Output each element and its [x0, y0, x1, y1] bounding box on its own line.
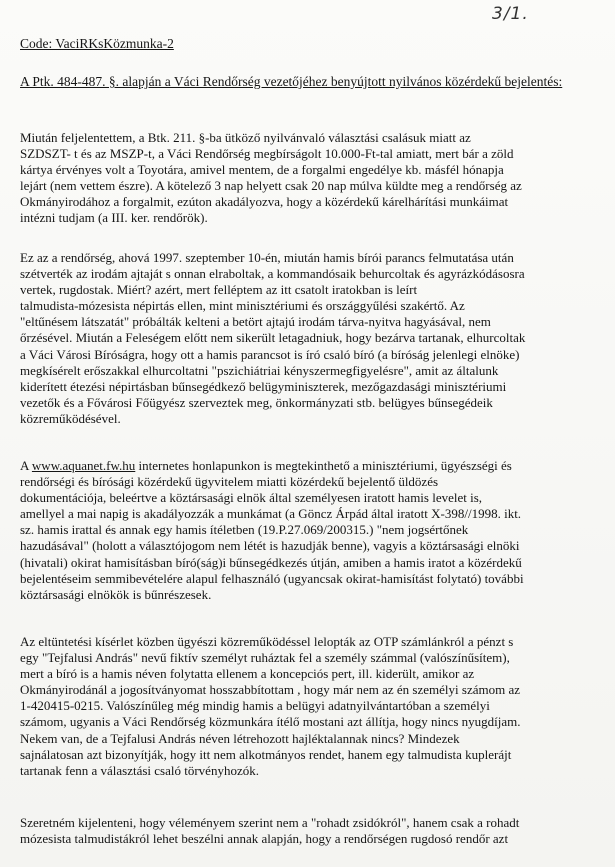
document-title: A Ptk. 484-487. §. alapján a Váci Rendőrség vezetőjéhez benyújtott nyilvános közérdekű bejelentés:	[20, 74, 563, 89]
website-link[interactable]: www.aquanet.fw.hu	[31, 458, 136, 473]
paragraph-5: Szeretném kijelenteni, hogy véleményem szerint nem a "rohadt zsidókról", hanem csak a rohadt mózesista talmudistákról lehet beszélni annak alapján, hogy a rendőrségen rugdosó rendőr azt	[20, 815, 520, 847]
paragraph-3-rest: internetes honlapunkon is megtekinthető a minisztériumi, ügyészségi és rendőrségi és bírósági közérdekű ügyvitelem miatti közérdekű bejelentő üldözés dokumentációja, beleértve a köztársasági elnök által személyesen iratott hamis levelet is, amellyel a mai napig is akadályozzák a munkámat (a Göncz Árpád által iratott X-398//1998. ikt. sz. hamis irattal és annak egy hamis ítéletben (19.P.27.069/200315.) "nem jogsértőnek hazudásával" (holott a választójogom nem létét is hazudják benne), vagyis a köztársasági elnöki (hivatali) okirat hamisításban bíró(ság)i bűnsegédkezés útján, amiben a hamis iratot a közérdekű bejelentéseim semmibevételére alapul felhasználó (ugyancsak okirat-hamisítást folytató) további köztársasági elnökök is bűnrészesek.	[20, 458, 524, 602]
paragraph-3	[20, 458, 608, 603]
document-code: Code: VaciRKsKözmunka-2	[20, 36, 174, 51]
paragraph-1: Miután feljelentettem, a Btk. 211. §-ba ütköző nyilvánvaló választási csalásuk miatt az SZDSZT- t és az MSZP-t, a Váci Rendőrség megbírságolt 10.000-Ft-tal amiatt, mert bár a zöld kártya érvényes volt a Toyotára, amivel mentem, de a forgalmi engedélye kb. másfél hónapja lejárt (nem vettem észre). A kötelező 3 nap helyett csak 20 nap múlva küldte meg a rendőrség az Okmányirodához a forgalmit, ezúton akadályozva, hogy a közérdekű kárelhárítási munkáimat intézni tudjam (a III. ker. rendőrök).	[20, 130, 522, 226]
paragraph-2: Ez az a rendőrség, ahová 1997. szeptember 10-én, miután hamis bírói parancs felmutatása után szétverték az irodám ajtaját s onnan elraboltak, a kommandósaik behurcoltak és agyrázkódásosra vertek, rugdostak. Miért? azért, mert felléptem az itt csatolt iratokban is leírt talmudista-mózesista népirtás ellen, mint minisztériumi és országgyűlési szakértő. Az "eltűnésem látszatát" próbálták kelteni a betört ajtajú irodám tárva-nyitva hagyásával, nem őrzésével. Miután a Feleségem előtt nem sikerült letagadniuk, hogy bezárva tartanak, elhurcoltak a Váci Városi Bíróságra, hogy ott a hamis parancsot is író csaló bíró (a bíróság jelenlegi elnöke) megkísérelt erőszakkal elhurcoltatni "pszichiátriai kényszermegfigyelésre", amit az általunk kiderített étezési népirtásban bűnsegédkező belügyminiszterek, mezőgazdasági minisztériumi vezetők és a Fővárosi Főügyész szerveztek meg, önkormányzati stb. belügyes bűnsegédeik közreműködésével.	[20, 250, 526, 426]
paragraph-4: Az eltüntetési kísérlet közben ügyészi közreműködéssel lelopták az OTP számlánkról a pénzt s egy "Tejfalusi András" nevű fiktív személyt ruháztak fel a személy számmal (valószínűsítem), mert a bíró is a hamis néven folytatta ellenem a koncepciós pert, ill. kiderült, amikor az Okmányirodánál a jogosítványomat hosszabbítottam , hogy már nem az én személyi számom az 1-420415-0215. Valószínűleg még mindig hamis a belügyi adatnyilvántartóban a személyi számom, ugyanis a Váci Rendőrség közmunkára ítélő mostani azt állítja, hogy nincs nyugdíjam. Nekem van, de a Tejfalusi András néven létrehozott hajléktalannak nincs? Mindezek sajnálatosan azt bizonyítják, hogy itt nem alkotmányos rendet, hanem egy talmudista kuplerájt tartanak fenn a választási csaló törvényhozók.	[20, 634, 521, 778]
handwritten-page-number: 3/1.	[492, 4, 529, 24]
paragraph-3-lead: A	[20, 458, 32, 473]
